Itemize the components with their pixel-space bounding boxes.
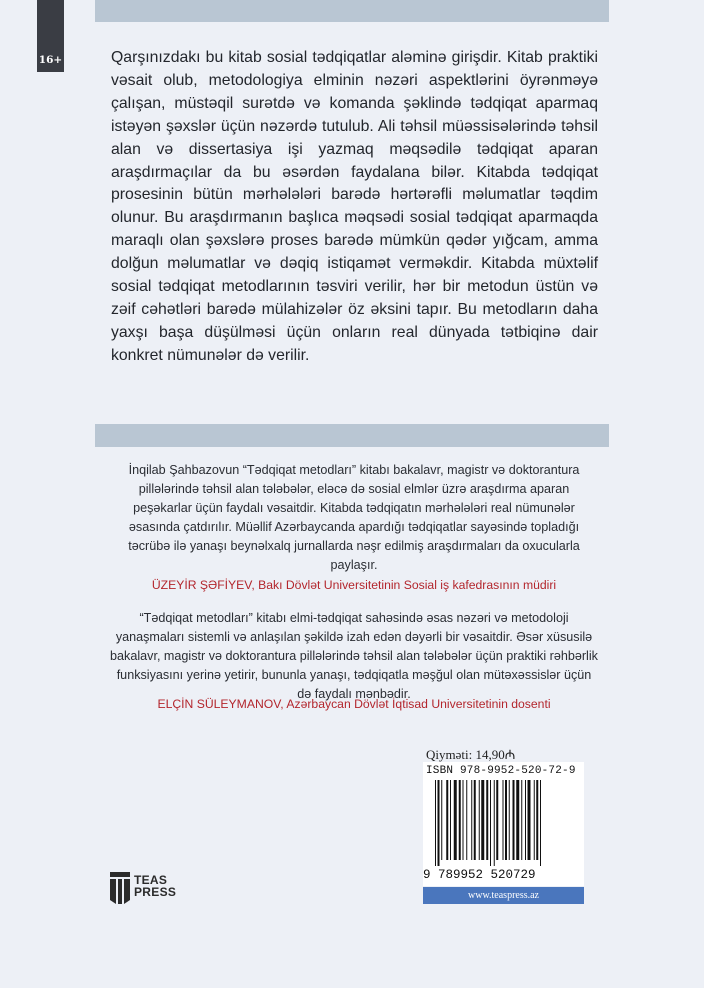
barcode-bar	[471, 780, 472, 860]
book-blurb: Qarşınızdakı bu kitab sosial tədqiqatlar aləminə girişdir. Kitab praktiki vəsait olub, metodologiya elminin nəzəri aspektlərini öyrənməyə çalışan, müstəqil surətdə və komanda şəklində tədqiqat aparmaq istəyən şəxslər üçün nəzərdə tutulub. Ali təhsil müəssisələrində təhsil alan və dissertasiya işi yazmaq məqsədilə tədqiqat aparan araşdırmaçılar da bu əsərdən faydalana bilər. Kitabda tədqiqat prosesinin bütün mərhələləri barədə hərtərəfli məlumatlar təqdim olunur. Bu araşdırmanın başlıca məqsədi sosial tədqiqat aparmaqda maraqlı olan şəxslərə proses barədə mümkün qədər yığcam, amma dolğun məlumatlar və dəqiq istiqamət verməkdir. Kitabda müxtəlif sosial tədqiqat metodlarının təsviri verilir, hər bir metodun üstün və zəif cəhətləri barədə mülahizələr öz əksini tapır. Bu metodların daha yaxşı başa düşülməsi üçün onların real dünyada tətbiqinə dair konkret nümunələr də verilir.	[111, 49, 598, 364]
publisher-name-line2: PRESS	[134, 885, 177, 899]
barcode-bar	[536, 780, 538, 860]
review-2-author: ELÇİN SÜLEYMANOV, Azərbaycan Dövlət İqtisad Universitetinin dosenti	[157, 697, 551, 711]
barcode-bar	[528, 780, 531, 860]
price-label: Qiyməti: 14,90₼	[426, 747, 516, 762]
review-1-text: İnqilab Şahbazovun “Tədqiqat metodları” kitabı bakalavr, magistr və doktorantura pillələrində təhsil alan tələbələr, eləcə də sosial elmlər üzrə araşdırma aparan peşəkarlar üçün faydalı vəsaitdir. Kitabda tədqiqatın mərhələləri real nümunələr əsasında çatdırılır. Müəllif Azərbaycanda apardığı tədqiqatlar sayəsində topladığı təcrübə ilə yanaşı beynəlxalq jurnallarda nəşr edilmiş araşdırmaları da oxucularla paylaşır.	[128, 463, 580, 572]
isbn-number: ISBN 978-9952-520-72-9	[426, 765, 576, 777]
website-badge[interactable]: www.teaspress.az	[423, 887, 584, 904]
barcode-bar	[534, 780, 535, 860]
barcode-bar	[525, 780, 526, 860]
barcode-bar	[474, 780, 476, 860]
publisher-name-line1: TEAS	[134, 873, 168, 887]
barcode-bar	[521, 780, 522, 860]
barcode-bar	[441, 780, 442, 860]
publisher-name	[134, 874, 176, 898]
barcode-bar	[438, 780, 440, 866]
barcode-bar	[446, 780, 448, 860]
publisher-logo	[110, 870, 190, 910]
age-rating: 16+	[38, 54, 63, 66]
top-band	[95, 0, 609, 22]
barcode-graphic	[433, 780, 574, 866]
barcode-bar	[516, 780, 519, 860]
barcode-bar	[505, 780, 507, 860]
review-2-text: “Tədqiqat metodları” kitabı elmi-tədqiqat sahəsində əsas nəzəri və metodoloji yanaşmaları sistemli və anlaşılan şəkildə izah edən dəyərli bir vəsaitdir. Əsər xüsusilə bakalavr, magistr və doktorantura pillələrində təhsil alan tələbələr üçün praktiki rəhbərlik funksiyasını yerinə yetirir, bununla yanaşı, tədqiqatla məşğul olan mütəxəssislər üçün də faydalı mənbədir.	[110, 611, 598, 701]
barcode-bar	[459, 780, 461, 860]
barcode-bar	[509, 780, 510, 860]
barcode-bar	[503, 780, 504, 860]
review-1-author: ÜZEYİR ŞƏFİYEV, Bakı Dövlət Universitetinin Sosial iş kafedrasının müdiri	[151, 578, 557, 592]
barcode-bar	[481, 780, 484, 860]
divider-band	[95, 424, 609, 447]
age-rating-tab	[37, 0, 64, 72]
isbn-barcode-box	[423, 762, 584, 886]
barcode-digits: 9 789952 520729	[423, 868, 536, 882]
barcode-bar	[466, 780, 467, 860]
barcode-bar	[479, 780, 480, 860]
barcode-bar	[435, 780, 436, 866]
barcode-bar	[454, 780, 457, 860]
barcode-bar	[540, 780, 541, 866]
barcode-bar	[463, 780, 464, 860]
barcode-bar	[490, 780, 491, 866]
barcode-bar	[450, 780, 451, 860]
barcode-bar	[486, 780, 488, 860]
barcode-bar	[494, 780, 495, 866]
teas-press-logo-icon	[110, 872, 130, 904]
barcode-bar	[513, 780, 515, 860]
barcode-bar	[496, 780, 498, 860]
